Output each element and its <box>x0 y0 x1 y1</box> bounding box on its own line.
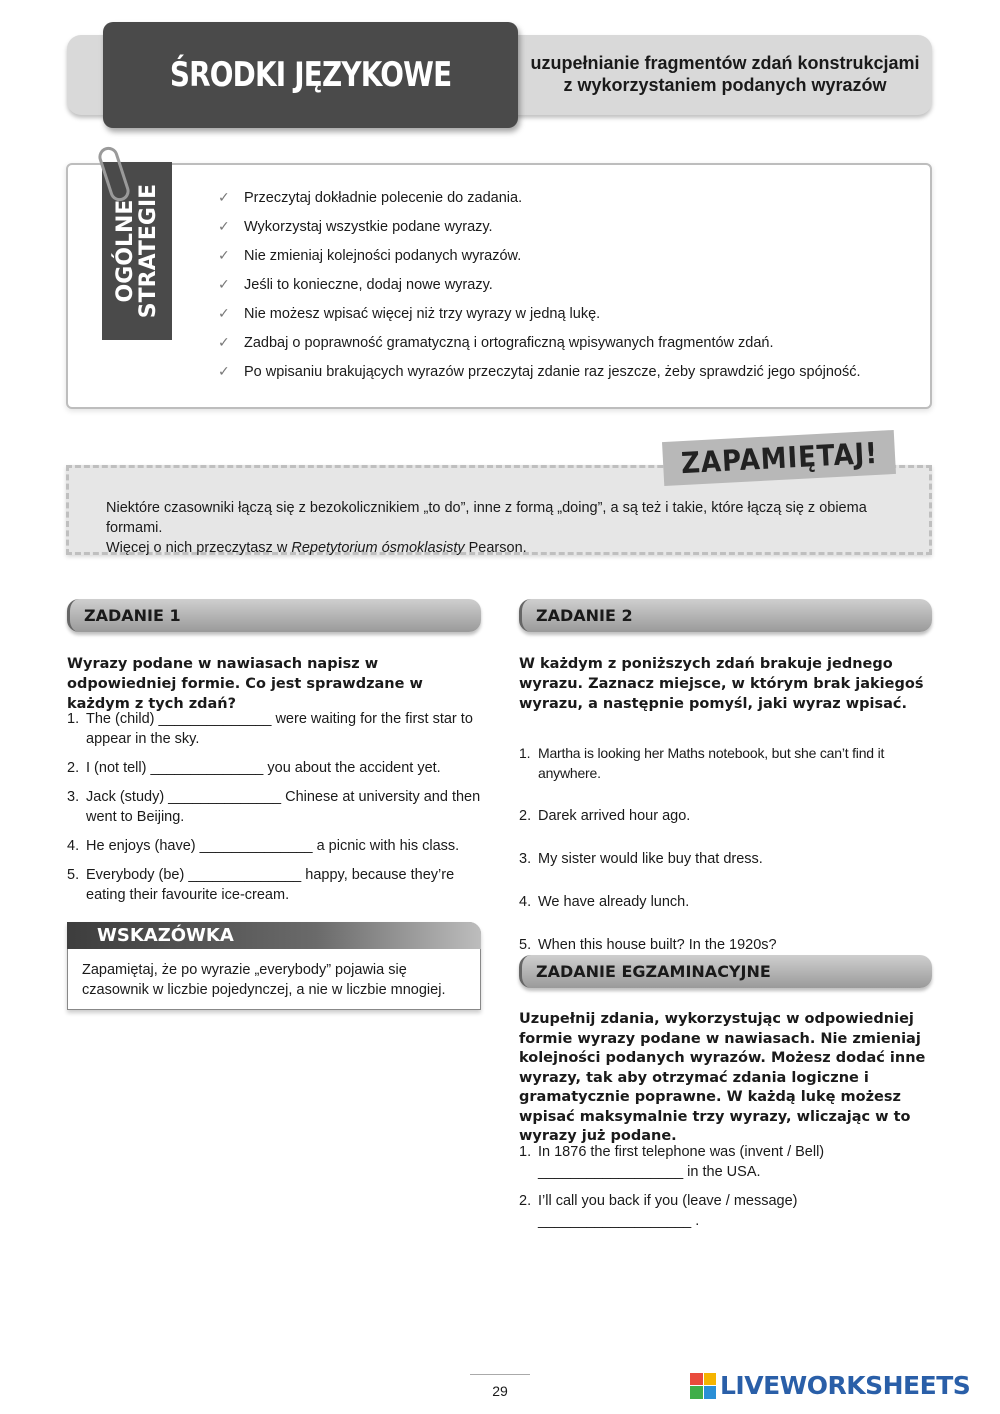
list-item: 2. I’ll call you back if you (leave / message) ___________________ . <box>519 1193 798 1229</box>
list-item: 1. In 1876 the first telephone was (invent / Bell) __________________ in the USA. <box>519 1144 825 1180</box>
checkmark-icon: ✓ <box>218 306 230 322</box>
task2-list <box>519 743 932 955</box>
list-item: 4. We have already lunch. <box>519 894 690 910</box>
strategies-list <box>218 190 861 393</box>
list-item: ✓ Po wpisaniu brakujących wyrazów przeczytaj zdanie raz jeszcze, żeby sprawdzić jego spójność. <box>218 364 861 380</box>
hint-header: WSKAZÓWKA <box>67 922 481 949</box>
list-item: ✓ Przeczytaj dokładnie polecenie do zadania. <box>218 190 523 206</box>
page-number: 29 <box>470 1374 530 1399</box>
task2-instruction: W każdym z poniższych zdań brakuje jednego wyrazu. Zaznacz miejsce, w którym brak jakiegoś wyrazu, a następnie pomyśl, jaki wyraz wpisać. <box>519 656 924 712</box>
logo-icon <box>690 1373 716 1399</box>
list-item: 5. When this house built? In the 1920s? <box>519 937 777 953</box>
list-item: 5. Everybody (be) ______________ happy, because they’re eating their favourite ice-cream. <box>67 867 455 903</box>
list-item: ✓ Nie możesz wpisać więcej niż trzy wyrazy w jedną lukę. <box>218 306 601 322</box>
checkmark-icon: ✓ <box>218 219 230 235</box>
list-item: 1. The (child) ______________ were waiting for the first star to appear in the sky. <box>67 711 473 747</box>
checkmark-icon: ✓ <box>218 277 230 293</box>
checkmark-icon: ✓ <box>218 248 230 264</box>
liveworksheets-logo[interactable]: LIVEWORKSHEETS <box>690 1371 970 1400</box>
exam-instruction: Uzupełnij zdania, wykorzystując w odpowiedniej formie wyrazy podane w nawiasach. Nie zmieniaj kolejności podanych wyrazów. Możesz dodać inne wyrazy, tak aby otrzymać zdania logiczne i gramatycznie poprawne. W każdą lukę możesz wpisać maksymalnie trzy wyrazy, wliczając w to wyrazy już podane. <box>519 1011 926 1144</box>
checkmark-icon: ✓ <box>218 364 230 380</box>
exam-header: ZADANIE EGZAMINACYJNE <box>519 955 932 988</box>
strategies-tab-line1: OGÓLNE <box>113 199 139 303</box>
task1-header: ZADANIE 1 <box>67 599 481 632</box>
list-item: ✓ Nie zmieniaj kolejności podanych wyrazów. <box>218 248 522 264</box>
list-item: 3. Jack (study) ______________ Chinese at university and then went to Beijing. <box>67 789 481 825</box>
list-item: 1. Martha is looking her Maths notebook, but she can’t find it anywhere. <box>519 745 885 781</box>
list-item: 2. I (not tell) ______________ you about the accident yet. <box>67 760 441 776</box>
strategies-tab-line2: STRATEGIE <box>136 183 162 319</box>
page-title: ŚRODKI JĘZYKOWE <box>169 55 452 95</box>
task2-header: ZADANIE 2 <box>519 599 932 632</box>
hint-text: Zapamiętaj, że po wyrazie „everybody” pojawia się czasownik w liczbie pojedynczej, a nie w liczbie mnogiej. <box>82 962 446 998</box>
remember-text: Niektóre czasowniki łączą się z bezokolicznikiem „to do”, inne z formą „doing”, a są też i takie, które łączą się z obiema formami. Więcej o nich przeczytasz w Repetytorium ósmoklasisty Pearson. <box>106 500 867 556</box>
checkmark-icon: ✓ <box>218 335 230 351</box>
page-subtitle: uzupełnianie fragmentów zdań konstrukcjami z wykorzystaniem podanych wyrazów <box>530 53 920 95</box>
checkmark-icon: ✓ <box>218 190 230 206</box>
task1-list <box>67 709 481 905</box>
list-item: ✓ Jeśli to konieczne, dodaj nowe wyrazy. <box>218 277 493 293</box>
list-item: 2. Darek arrived hour ago. <box>519 808 691 824</box>
list-item: 3. My sister would like buy that dress. <box>519 851 763 867</box>
header-title-box <box>103 22 518 128</box>
remember-badge: ZAPAMIĘTAJ! <box>662 430 896 486</box>
list-item: ✓ Wykorzystaj wszystkie podane wyrazy. <box>218 219 493 235</box>
list-item: ✓ Zadbaj o poprawność gramatyczną i ortograficzną wpisywanych fragmentów zdań. <box>218 335 774 351</box>
task1-instruction: Wyrazy podane w nawiasach napisz w odpowiedniej formie. Co jest sprawdzane w każdym z tych zdań? <box>67 656 423 712</box>
exam-list <box>519 1142 932 1231</box>
list-item: 4. He enjoys (have) ______________ a picnic with his class. <box>67 838 460 854</box>
